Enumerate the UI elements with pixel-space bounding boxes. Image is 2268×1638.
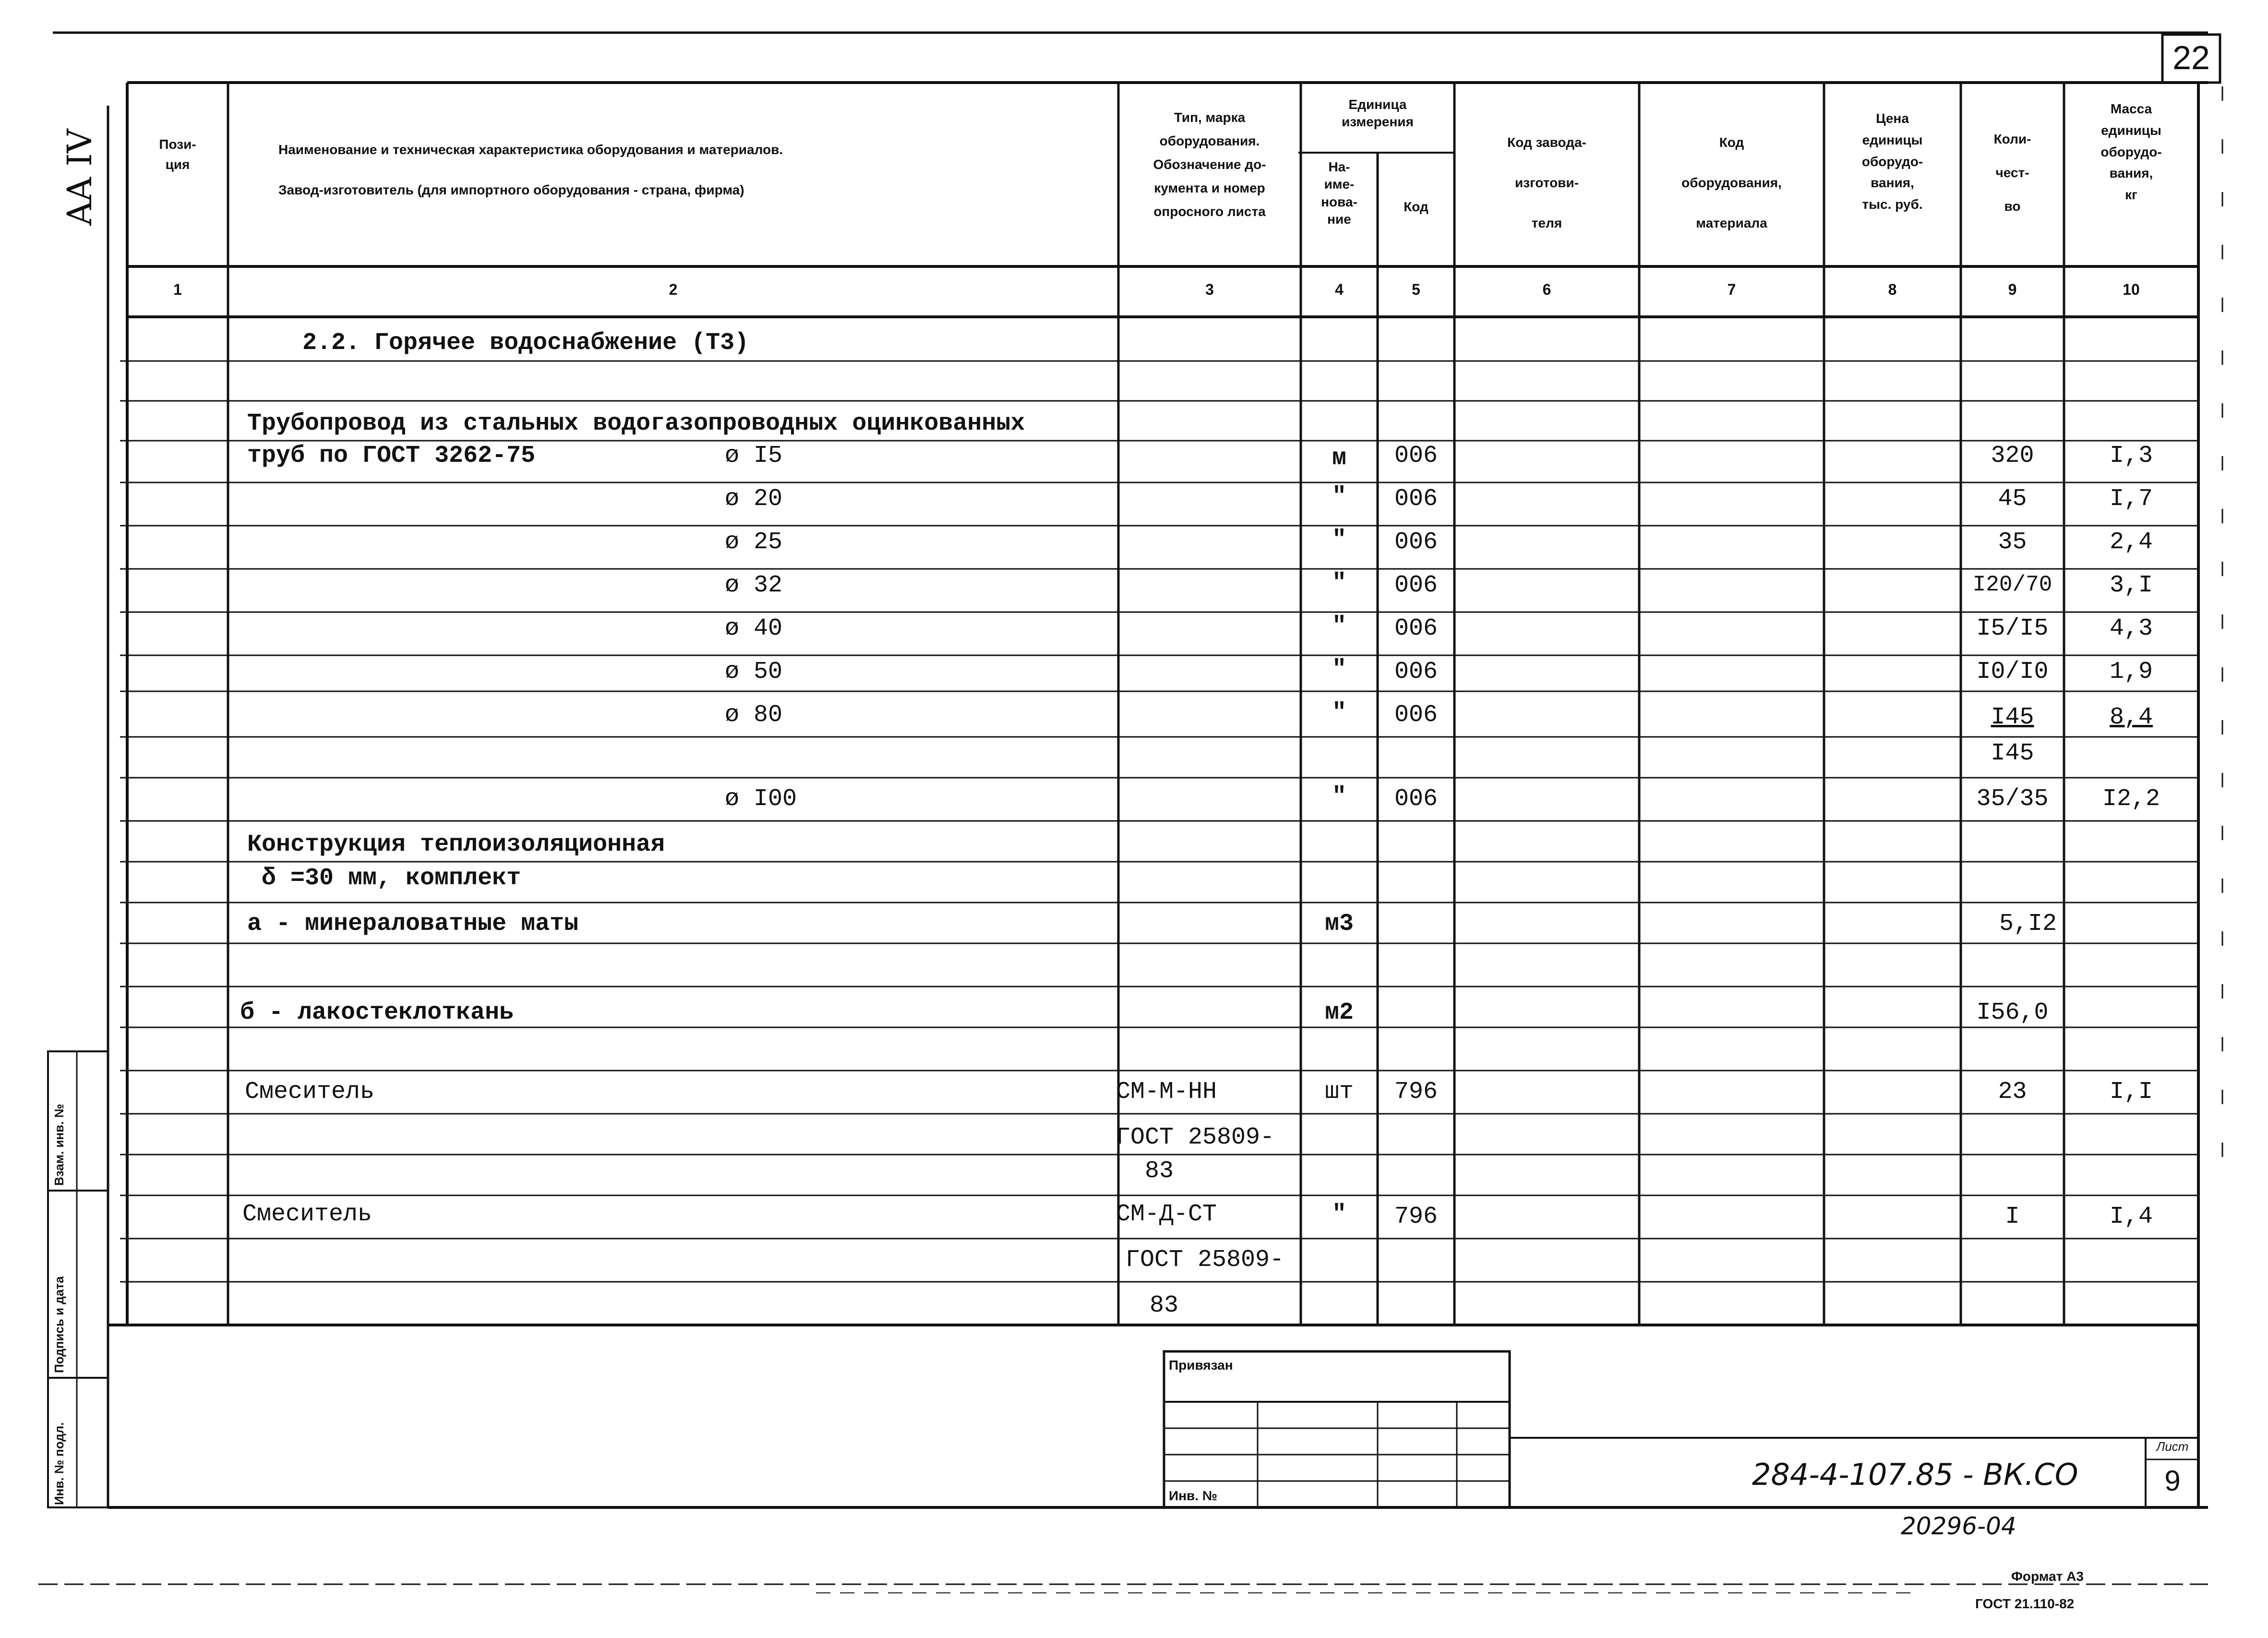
col-number-5: 5 bbox=[1412, 281, 1420, 298]
table-row-qty: 23 bbox=[1998, 1078, 2027, 1106]
table-row-unit: м3 bbox=[1324, 910, 1354, 938]
table-row-name: Трубопровод из стальных водогазопроводных оцинкованных bbox=[247, 410, 1025, 437]
table-row-type: 83 bbox=[1145, 1157, 1174, 1185]
side-stamp-inv-podl: Инв. № подл. bbox=[52, 1422, 66, 1505]
stamp-privyazan: Привязан bbox=[1169, 1358, 1233, 1373]
col-number-3: 3 bbox=[1205, 281, 1214, 298]
table-row-name: Смеситель bbox=[245, 1078, 375, 1106]
col-header-5: Код bbox=[1404, 199, 1428, 214]
table-row-code: 006 bbox=[1394, 658, 1438, 686]
table-row-size: ø 32 bbox=[725, 572, 783, 599]
table-row-mass: 3,I bbox=[2109, 572, 2153, 599]
table-row-unit: " bbox=[1332, 569, 1346, 597]
table-row-name: 2.2. Горячее водоснабжение (Т3) bbox=[302, 329, 749, 357]
table-row-unit: " bbox=[1332, 656, 1346, 683]
col-number-2: 2 bbox=[669, 281, 678, 298]
table-row-code: 006 bbox=[1394, 615, 1438, 642]
col-header-4: На- име- нова- ние bbox=[1321, 159, 1357, 227]
table-row-code: 006 bbox=[1394, 485, 1438, 513]
table-row-mass: I,4 bbox=[2109, 1203, 2153, 1230]
table-row-code: 006 bbox=[1394, 572, 1438, 599]
table-row-mass: I,I bbox=[2109, 1078, 2153, 1106]
sheet-corner-number: 22 bbox=[2172, 39, 2210, 76]
table-row-mass: 2,4 bbox=[2109, 529, 2153, 556]
table-row-qty: I bbox=[2005, 1203, 2020, 1230]
table-row-mass: I,7 bbox=[2109, 485, 2153, 513]
table-row-unit: " bbox=[1332, 699, 1346, 726]
col-header-3: Тип, марка оборудования. Обозначение до- кумента и номер опросного листа bbox=[1153, 110, 1266, 219]
col-number-10: 10 bbox=[2123, 281, 2140, 298]
col-number-1: 1 bbox=[173, 281, 182, 298]
stamp-sheet-label: Лист bbox=[2156, 1439, 2189, 1454]
col-header-7: Код оборудования, материала bbox=[1681, 135, 1782, 230]
table-row-size: ø 80 bbox=[725, 701, 783, 729]
table-row-size: ø I00 bbox=[725, 785, 797, 813]
col-header-8: Цена единицы оборудо- вания, тыс. руб. bbox=[1861, 111, 1923, 212]
table-row-qty: 45 bbox=[1998, 485, 2027, 513]
col-number-4: 4 bbox=[1335, 281, 1344, 298]
table-row-code: 006 bbox=[1394, 701, 1438, 729]
table-row-code: 006 bbox=[1394, 785, 1438, 813]
table-row-qty: I45 bbox=[1991, 704, 2034, 731]
table-row-code: 006 bbox=[1394, 529, 1438, 556]
format-label: Формат А3 bbox=[2011, 1569, 2084, 1584]
col-number-7: 7 bbox=[1727, 281, 1736, 298]
table-row-type: 83 bbox=[1150, 1292, 1179, 1319]
table-row-unit: " bbox=[1332, 483, 1346, 510]
table-row-mass: I,3 bbox=[2109, 442, 2153, 470]
col-header-9: Коли- чест- во bbox=[1993, 132, 2031, 214]
table-row-size: ø 50 bbox=[725, 658, 783, 686]
table-row-unit: м2 bbox=[1324, 999, 1354, 1026]
table-row-qty: 320 bbox=[1991, 442, 2034, 470]
table-row-qty: I56,0 bbox=[1976, 999, 2049, 1026]
table-row-qty: 35 bbox=[1998, 529, 2027, 556]
table-row-type: СМ-Д-СТ bbox=[1116, 1201, 1217, 1228]
table-row-name: а - минераловатные маты bbox=[247, 910, 579, 938]
table-row-size: ø 40 bbox=[725, 615, 783, 642]
table-row-qty: 35/35 bbox=[1976, 785, 2049, 813]
col-header-1: Пози- ция bbox=[159, 137, 196, 172]
format-gost: ГОСТ 21.110-82 bbox=[1975, 1596, 2075, 1611]
table-row-unit: шт bbox=[1324, 1078, 1354, 1106]
table-row-mass: 4,3 bbox=[2109, 615, 2153, 642]
handwritten-number: 20296-04 bbox=[1901, 1512, 2016, 1540]
col-number-8: 8 bbox=[1888, 281, 1897, 298]
table-row-unit: " bbox=[1332, 526, 1346, 554]
col-header-6: Код завода- изготови- теля bbox=[1507, 135, 1586, 230]
col-header-10: Масса единицы оборудо- вания, кг bbox=[2100, 101, 2162, 203]
col-number-6: 6 bbox=[1542, 281, 1551, 298]
side-stamp-vzam-inv: Взам. инв. № bbox=[52, 1104, 66, 1186]
table-row-name: Конструкция теплоизоляционная bbox=[247, 831, 665, 858]
table-row-name: Смеситель bbox=[242, 1201, 372, 1228]
table-row-code: 796 bbox=[1394, 1203, 1438, 1230]
stamp-inv-no: Инв. № bbox=[1169, 1488, 1218, 1503]
table-row-type: СМ-М-НН bbox=[1116, 1078, 1217, 1106]
table-row-name: б - лакостеклоткань bbox=[240, 999, 514, 1026]
table-row-qty: I20/70 bbox=[1972, 572, 2052, 597]
table-row-unit: м bbox=[1332, 445, 1346, 472]
table-row-size: ø 25 bbox=[725, 529, 783, 556]
side-stamp-podpis-data: Подпись и дата bbox=[52, 1276, 66, 1373]
table-row-name: δ =30 мм, комплект bbox=[262, 865, 521, 892]
table-row-qty: I45 bbox=[1991, 740, 2034, 767]
unit-group-header: Единица измерения bbox=[1342, 97, 1414, 130]
table-row-unit: " bbox=[1332, 1201, 1346, 1228]
col-number-9: 9 bbox=[2008, 281, 2017, 298]
table-row-mass: 8,4 bbox=[2109, 704, 2153, 731]
table-row-qty: I5/I5 bbox=[1976, 615, 2049, 642]
stamp-sheet-number: 9 bbox=[2164, 1465, 2181, 1497]
table-row-mass: 1,9 bbox=[2109, 658, 2153, 686]
table-row-size: ø I5 bbox=[725, 442, 783, 470]
table-row-code: 796 bbox=[1394, 1078, 1438, 1106]
table-row-qty: I0/I0 bbox=[1976, 658, 2049, 686]
table-row-size: ø 20 bbox=[725, 485, 783, 513]
table-row-mass: I2,2 bbox=[2102, 785, 2160, 813]
stamp-doc-code: 284-4-107.85 - ВК.СО bbox=[1752, 1457, 2078, 1492]
table-row-type: ГОСТ 25809- bbox=[1126, 1246, 1284, 1274]
table-row-type: ГОСТ 25809- bbox=[1116, 1124, 1275, 1151]
table-row-qty: 5,I2 bbox=[1999, 910, 2057, 938]
col-header-2: Наименование и техническая характеристика оборудования и материалов. Завод-изготовитель (для импортного оборудования - страна, фирма) bbox=[278, 142, 783, 197]
table-row-name: труб по ГОСТ 3262-75 bbox=[247, 442, 536, 470]
side-label: AA IV bbox=[60, 129, 99, 226]
table-row-code: 006 bbox=[1394, 442, 1438, 470]
table-row-unit: " bbox=[1332, 613, 1346, 640]
table-row-unit: " bbox=[1332, 783, 1346, 810]
